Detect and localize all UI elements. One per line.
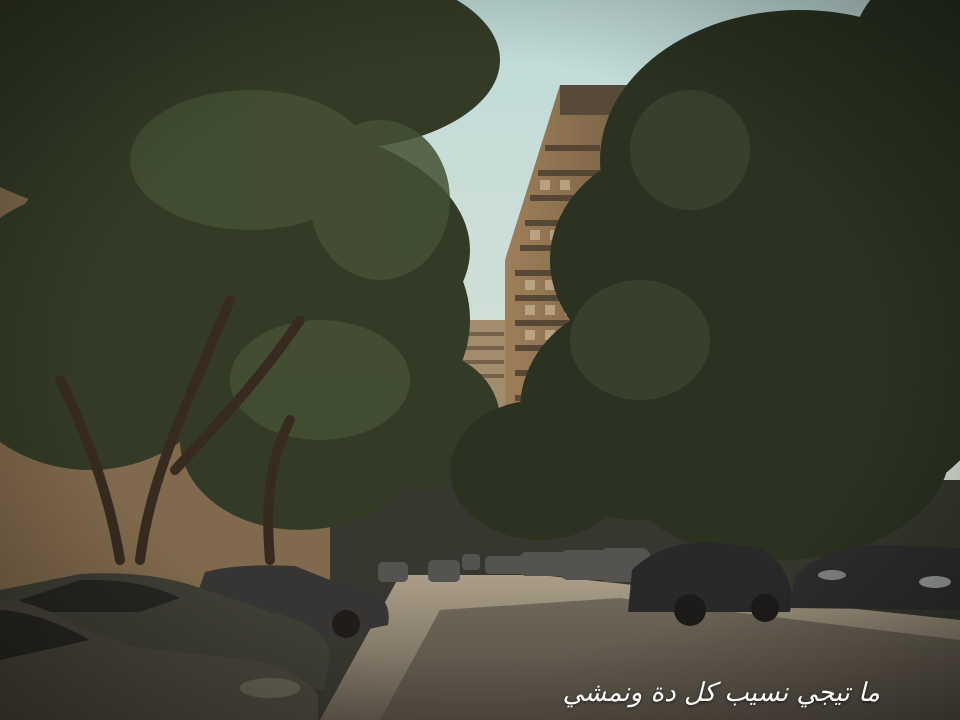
arabic-caption: ما تيجي نسيب كل دة ونمشي [562,678,880,708]
